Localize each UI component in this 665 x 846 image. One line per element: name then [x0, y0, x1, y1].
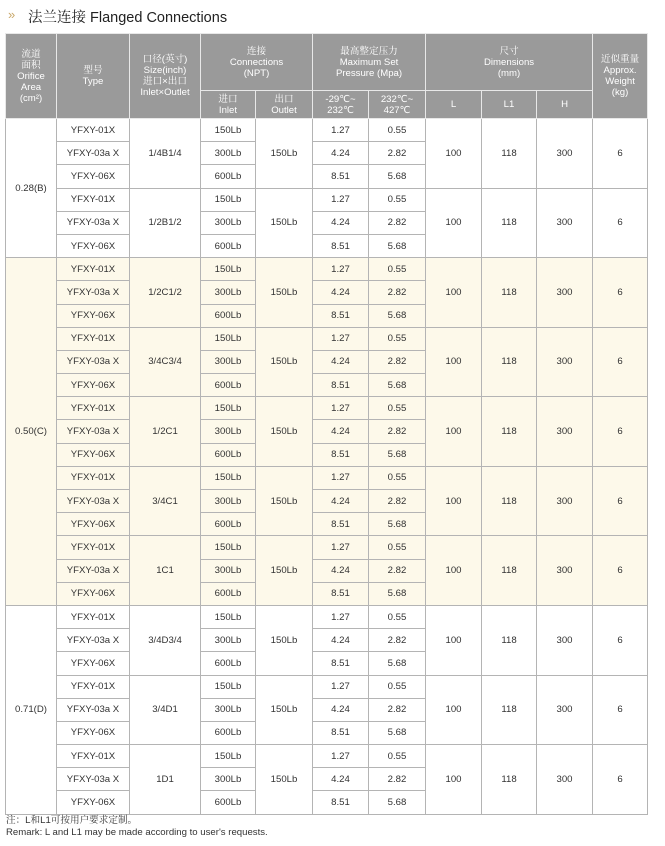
pressure-low-cell: 4.24 [313, 211, 369, 234]
weight-cell: 6 [593, 119, 648, 189]
dim-L-cell: 100 [426, 745, 482, 815]
dim-L1-cell: 118 [482, 119, 537, 189]
dim-L1-cell: 118 [482, 327, 537, 397]
type-cell: YFXY-06X [57, 513, 130, 536]
dim-L-cell: 100 [426, 188, 482, 258]
pressure-high-cell: 5.68 [369, 234, 426, 257]
pressure-low-cell: 8.51 [313, 165, 369, 188]
pressure-low-cell: 1.27 [313, 675, 369, 698]
table-row [6, 605, 648, 628]
inlet-cell: 600Lb [201, 304, 256, 327]
header-temp-high: 232℃~ 427℃ [369, 91, 426, 119]
table-row [6, 188, 648, 211]
inlet-cell: 150Lb [201, 397, 256, 420]
weight-cell: 6 [593, 745, 648, 815]
dim-H-cell: 300 [537, 397, 593, 467]
type-cell: YFXY-03a X [57, 281, 130, 304]
chevron-right-icon: » [8, 7, 14, 22]
pressure-low-cell: 4.24 [313, 420, 369, 443]
inlet-cell: 600Lb [201, 513, 256, 536]
pressure-low-cell: 4.24 [313, 281, 369, 304]
pressure-low-cell: 8.51 [313, 721, 369, 744]
type-cell: YFXY-01X [57, 745, 130, 768]
pressure-low-cell: 1.27 [313, 397, 369, 420]
page-title: 法兰连接 Flanged Connections [28, 10, 228, 26]
pressure-high-cell: 5.68 [369, 165, 426, 188]
pressure-low-cell: 1.27 [313, 188, 369, 211]
table-row [6, 745, 648, 768]
header-H: H [537, 91, 593, 119]
weight-cell: 6 [593, 536, 648, 606]
outlet-cell: 150Lb [256, 327, 313, 397]
orifice-area-cell: 0.71(D) [6, 605, 57, 814]
inlet-cell: 600Lb [201, 791, 256, 814]
spec-table [5, 33, 648, 815]
inlet-cell: 150Lb [201, 258, 256, 281]
pressure-low-cell: 8.51 [313, 234, 369, 257]
pressure-high-cell: 5.68 [369, 443, 426, 466]
type-cell: YFXY-03a X [57, 420, 130, 443]
pressure-low-cell: 4.24 [313, 142, 369, 165]
header-inlet: 进口 Inlet [201, 91, 256, 119]
dim-L1-cell: 118 [482, 188, 537, 258]
inlet-cell: 300Lb [201, 350, 256, 373]
pressure-high-cell: 0.55 [369, 258, 426, 281]
size-cell: 1/4B1/4 [130, 119, 201, 189]
type-cell: YFXY-06X [57, 791, 130, 814]
dim-H-cell: 300 [537, 605, 593, 675]
table-row [6, 327, 648, 350]
header-L: L [426, 91, 482, 119]
type-cell: YFXY-03a X [57, 768, 130, 791]
header-pressure: 最高整定压力 Maximum Set Pressure (Mpa) [313, 34, 426, 91]
note-cn: 注：L和L1可按用户要求定制。 [6, 815, 138, 826]
pressure-high-cell: 0.55 [369, 745, 426, 768]
pressure-high-cell: 0.55 [369, 188, 426, 211]
outlet-cell: 150Lb [256, 258, 313, 328]
inlet-cell: 600Lb [201, 443, 256, 466]
type-cell: YFXY-03a X [57, 698, 130, 721]
dim-H-cell: 300 [537, 466, 593, 536]
notes [6, 815, 268, 838]
header-outlet: 出口 Outlet [256, 91, 313, 119]
pressure-high-cell: 2.82 [369, 629, 426, 652]
note-en: Remark: L and L1 may be made according to user's requests. [6, 826, 268, 838]
pressure-high-cell: 0.55 [369, 675, 426, 698]
pressure-low-cell: 1.27 [313, 605, 369, 628]
dim-H-cell: 300 [537, 119, 593, 189]
weight-cell: 6 [593, 397, 648, 467]
inlet-cell: 300Lb [201, 629, 256, 652]
type-cell: YFXY-06X [57, 443, 130, 466]
type-cell: YFXY-01X [57, 397, 130, 420]
header-temp-low: -29℃~ 232℃ [313, 91, 369, 119]
pressure-high-cell: 2.82 [369, 559, 426, 582]
weight-cell: 6 [593, 188, 648, 258]
inlet-cell: 300Lb [201, 420, 256, 443]
size-cell: 3/4C3/4 [130, 327, 201, 397]
outlet-cell: 150Lb [256, 188, 313, 258]
pressure-high-cell: 5.68 [369, 791, 426, 814]
type-cell: YFXY-01X [57, 466, 130, 489]
size-cell: 1C1 [130, 536, 201, 606]
type-cell: YFXY-06X [57, 582, 130, 605]
outlet-cell: 150Lb [256, 536, 313, 606]
title-bar [0, 0, 665, 30]
header-orifice-area: 流道 面积 Orifice Area (cm²) [6, 34, 57, 119]
size-cell: 1D1 [130, 745, 201, 815]
dim-L1-cell: 118 [482, 675, 537, 745]
inlet-cell: 600Lb [201, 721, 256, 744]
dim-H-cell: 300 [537, 675, 593, 745]
pressure-high-cell: 0.55 [369, 605, 426, 628]
pressure-low-cell: 1.27 [313, 119, 369, 142]
size-cell: 3/4C1 [130, 466, 201, 536]
outlet-cell: 150Lb [256, 397, 313, 467]
type-cell: YFXY-03a X [57, 350, 130, 373]
type-cell: YFXY-01X [57, 258, 130, 281]
dim-H-cell: 300 [537, 536, 593, 606]
pressure-high-cell: 2.82 [369, 350, 426, 373]
inlet-cell: 300Lb [201, 559, 256, 582]
pressure-low-cell: 8.51 [313, 513, 369, 536]
dim-L1-cell: 118 [482, 258, 537, 328]
type-cell: YFXY-06X [57, 374, 130, 397]
type-cell: YFXY-03a X [57, 559, 130, 582]
weight-cell: 6 [593, 327, 648, 397]
type-cell: YFXY-03a X [57, 629, 130, 652]
pressure-high-cell: 2.82 [369, 420, 426, 443]
inlet-cell: 150Lb [201, 119, 256, 142]
type-cell: YFXY-01X [57, 119, 130, 142]
size-cell: 1/2C1/2 [130, 258, 201, 328]
pressure-low-cell: 8.51 [313, 582, 369, 605]
pressure-low-cell: 4.24 [313, 559, 369, 582]
dim-L1-cell: 118 [482, 745, 537, 815]
dim-L-cell: 100 [426, 605, 482, 675]
header-L1: L1 [482, 91, 537, 119]
inlet-cell: 300Lb [201, 142, 256, 165]
dim-L-cell: 100 [426, 675, 482, 745]
dim-L-cell: 100 [426, 258, 482, 328]
pressure-high-cell: 5.68 [369, 582, 426, 605]
orifice-area-cell: 0.50(C) [6, 258, 57, 606]
pressure-high-cell: 5.68 [369, 304, 426, 327]
table-row [6, 675, 648, 698]
type-cell: YFXY-06X [57, 652, 130, 675]
orifice-area-cell: 0.28(B) [6, 119, 57, 258]
inlet-cell: 150Lb [201, 188, 256, 211]
dim-L1-cell: 118 [482, 605, 537, 675]
pressure-high-cell: 2.82 [369, 142, 426, 165]
dim-L-cell: 100 [426, 119, 482, 189]
size-cell: 1/2B1/2 [130, 188, 201, 258]
pressure-low-cell: 4.24 [313, 698, 369, 721]
pressure-high-cell: 0.55 [369, 119, 426, 142]
weight-cell: 6 [593, 258, 648, 328]
weight-cell: 6 [593, 605, 648, 675]
pressure-high-cell: 5.68 [369, 374, 426, 397]
pressure-low-cell: 1.27 [313, 466, 369, 489]
inlet-cell: 600Lb [201, 234, 256, 257]
table-row [6, 258, 648, 281]
dim-L-cell: 100 [426, 466, 482, 536]
table-row [6, 536, 648, 559]
pressure-low-cell: 1.27 [313, 536, 369, 559]
dim-L-cell: 100 [426, 327, 482, 397]
pressure-low-cell: 8.51 [313, 652, 369, 675]
type-cell: YFXY-06X [57, 234, 130, 257]
pressure-low-cell: 4.24 [313, 350, 369, 373]
inlet-cell: 150Lb [201, 536, 256, 559]
inlet-cell: 300Lb [201, 281, 256, 304]
outlet-cell: 150Lb [256, 119, 313, 189]
type-cell: YFXY-01X [57, 605, 130, 628]
inlet-cell: 300Lb [201, 211, 256, 234]
inlet-cell: 150Lb [201, 327, 256, 350]
weight-cell: 6 [593, 466, 648, 536]
pressure-low-cell: 8.51 [313, 374, 369, 397]
pressure-low-cell: 8.51 [313, 304, 369, 327]
header-connections: 连接 Connections (NPT) [201, 34, 313, 91]
header-type: 型号 Type [57, 34, 130, 119]
pressure-high-cell: 0.55 [369, 466, 426, 489]
type-cell: YFXY-06X [57, 165, 130, 188]
dim-H-cell: 300 [537, 258, 593, 328]
pressure-low-cell: 8.51 [313, 791, 369, 814]
dim-L1-cell: 118 [482, 466, 537, 536]
inlet-cell: 600Lb [201, 582, 256, 605]
inlet-cell: 300Lb [201, 490, 256, 513]
pressure-high-cell: 0.55 [369, 536, 426, 559]
table-body [6, 119, 648, 815]
outlet-cell: 150Lb [256, 466, 313, 536]
header-weight: 近似重量 Approx. Weight (kg) [593, 34, 648, 119]
header-size: 口径(英寸) Size(inch) 进口×出口 Inlet×Outlet [130, 34, 201, 119]
dim-H-cell: 300 [537, 745, 593, 815]
size-cell: 3/4D1 [130, 675, 201, 745]
outlet-cell: 150Lb [256, 745, 313, 815]
pressure-low-cell: 1.27 [313, 327, 369, 350]
inlet-cell: 150Lb [201, 745, 256, 768]
table-row [6, 397, 648, 420]
pressure-high-cell: 2.82 [369, 768, 426, 791]
pressure-low-cell: 4.24 [313, 768, 369, 791]
inlet-cell: 600Lb [201, 652, 256, 675]
pressure-low-cell: 1.27 [313, 258, 369, 281]
size-cell: 1/2C1 [130, 397, 201, 467]
type-cell: YFXY-03a X [57, 142, 130, 165]
inlet-cell: 150Lb [201, 466, 256, 489]
header-dimensions: 尺寸 Dimensions (mm) [426, 34, 593, 91]
type-cell: YFXY-01X [57, 327, 130, 350]
pressure-low-cell: 4.24 [313, 629, 369, 652]
inlet-cell: 150Lb [201, 605, 256, 628]
type-cell: YFXY-03a X [57, 211, 130, 234]
inlet-cell: 600Lb [201, 165, 256, 188]
inlet-cell: 300Lb [201, 698, 256, 721]
dim-H-cell: 300 [537, 188, 593, 258]
pressure-high-cell: 2.82 [369, 490, 426, 513]
inlet-cell: 300Lb [201, 768, 256, 791]
table-row [6, 119, 648, 142]
dim-L-cell: 100 [426, 397, 482, 467]
size-cell: 3/4D3/4 [130, 605, 201, 675]
dim-L1-cell: 118 [482, 536, 537, 606]
pressure-high-cell: 5.68 [369, 721, 426, 744]
weight-cell: 6 [593, 675, 648, 745]
type-cell: YFXY-01X [57, 675, 130, 698]
type-cell: YFXY-01X [57, 536, 130, 559]
pressure-high-cell: 5.68 [369, 513, 426, 536]
pressure-high-cell: 5.68 [369, 652, 426, 675]
outlet-cell: 150Lb [256, 675, 313, 745]
dim-H-cell: 300 [537, 327, 593, 397]
type-cell: YFXY-01X [57, 188, 130, 211]
pressure-high-cell: 2.82 [369, 211, 426, 234]
outlet-cell: 150Lb [256, 605, 313, 675]
type-cell: YFXY-06X [57, 304, 130, 327]
dim-L-cell: 100 [426, 536, 482, 606]
pressure-high-cell: 0.55 [369, 397, 426, 420]
inlet-cell: 600Lb [201, 374, 256, 397]
pressure-high-cell: 2.82 [369, 698, 426, 721]
pressure-low-cell: 4.24 [313, 490, 369, 513]
type-cell: YFXY-06X [57, 721, 130, 744]
pressure-high-cell: 2.82 [369, 281, 426, 304]
dim-L1-cell: 118 [482, 397, 537, 467]
pressure-low-cell: 8.51 [313, 443, 369, 466]
inlet-cell: 150Lb [201, 675, 256, 698]
type-cell: YFXY-03a X [57, 490, 130, 513]
table-row [6, 466, 648, 489]
pressure-low-cell: 1.27 [313, 745, 369, 768]
pressure-high-cell: 0.55 [369, 327, 426, 350]
